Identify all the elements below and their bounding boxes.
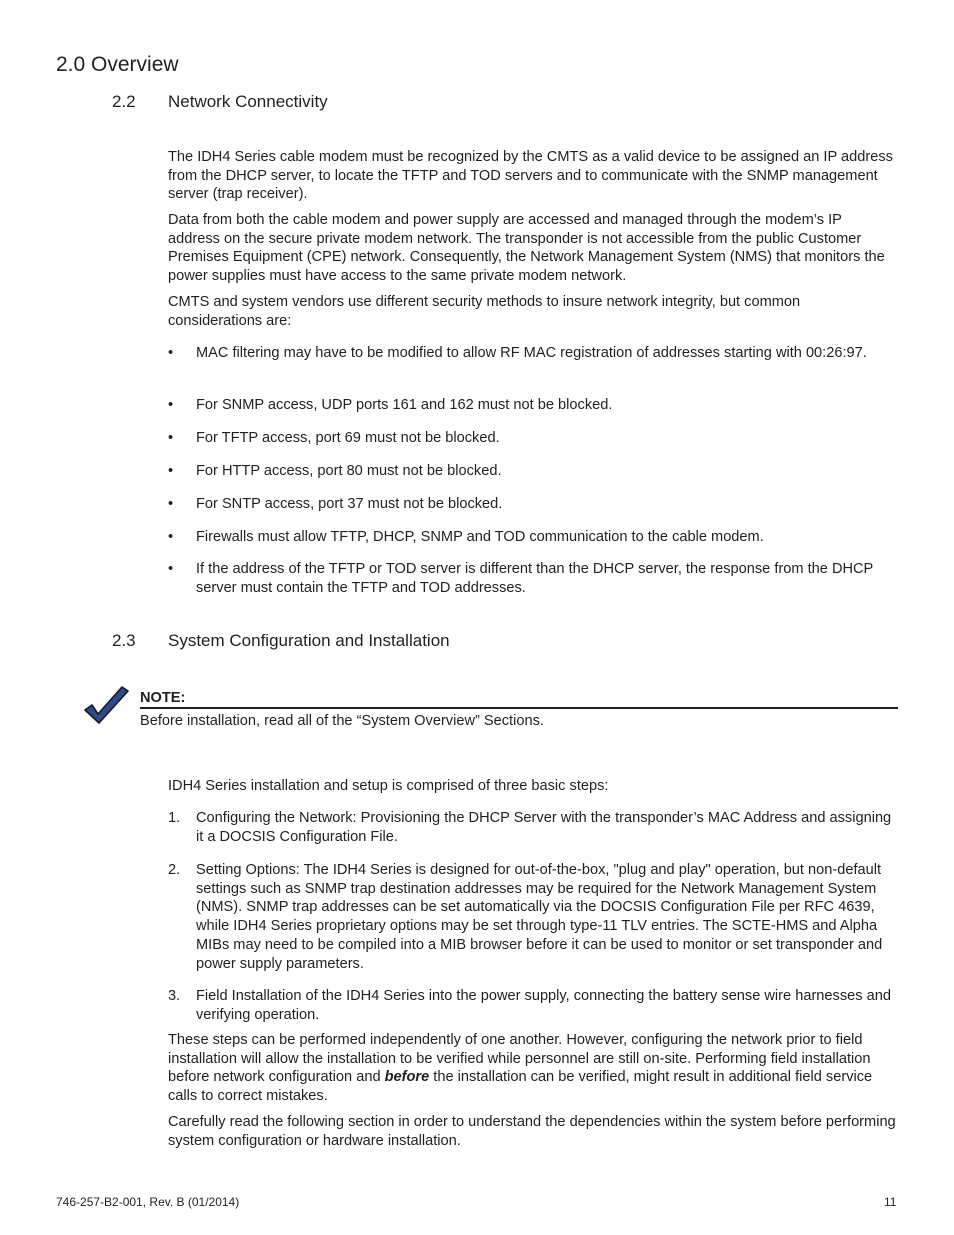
- step-number: 2.: [168, 862, 181, 878]
- bullet-mark: •: [168, 463, 174, 479]
- bullet-mark: •: [168, 345, 174, 361]
- step-item: Configuring the Network: Provisioning the DHCP Server with the transponder’s MAC Address and assigning it a DOCSIS Configuration File.: [196, 810, 892, 845]
- bullet-item: For SNTP access, port 37 must not be blocked.: [196, 496, 503, 512]
- bullet-item: For HTTP access, port 80 must not be blocked.: [196, 463, 502, 479]
- paragraph-text: the installation can be verified, might result in additional field service calls to correct mistakes.: [168, 1069, 873, 1105]
- emphasis-text: before: [384, 1069, 430, 1086]
- step-item: Field Installation of the IDH4 Series into the power supply, connecting the battery sense wire harnesses and verifying operation.: [196, 988, 891, 1023]
- section-title: System Configuration and Installation: [168, 631, 450, 650]
- paragraph: Data from both the cable modem and power supply are accessed and managed through the modem’s IP address on the secure private modem network. The transponder is not accessible from the public Customer Premises Equipment (CPE) network. Consequently, the Network Management System (NMS) that monitors the power supplies must have access to the same private modem network.: [168, 212, 885, 285]
- chapter-title: 2.0 Overview: [56, 53, 179, 76]
- page-number: 11: [884, 1195, 897, 1209]
- checkmark-icon: [82, 684, 130, 726]
- bullet-item: For SNMP access, UDP ports 161 and 162 must not be blocked.: [196, 397, 613, 413]
- section-number: 2.3: [112, 631, 136, 650]
- step-number: 1.: [168, 810, 181, 826]
- bullet-mark: •: [168, 561, 174, 577]
- bullet-item: If the address of the TFTP or TOD server is different than the DHCP server, the response from the DHCP server must contain the TFTP and TOD addresses.: [196, 561, 874, 596]
- step-item: Setting Options: The IDH4 Series is designed for out-of-the-box, "plug and play" operation, but non-default settings such as SNMP trap destination addresses may be required for the Network Management System (NMS). SNMP trap addresses can be set automatically via the DOCSIS Configuration File per RFC 4639, while IDH4 Series proprietary options may be set through type-11 TLV entries. The SCTE-HMS and Alpha MIBs may need to be compiled into a MIB browser before it can be used to monitor or set transponder and power supply parameters.: [196, 862, 883, 972]
- step-number: 3.: [168, 988, 181, 1004]
- paragraph: Carefully read the following section in order to understand the dependencies within the system before performing system configuration or hardware installation.: [168, 1114, 896, 1149]
- note-divider: [140, 707, 898, 709]
- bullet-mark: •: [168, 529, 174, 545]
- document-id: 746-257-B2-001, Rev. B (01/2014): [56, 1195, 240, 1209]
- bullet-item: For TFTP access, port 69 must not be blocked.: [196, 430, 500, 446]
- paragraph: CMTS and system vendors use different security methods to insure network integrity, but common considerations are:: [168, 294, 801, 329]
- bullet-mark: •: [168, 430, 174, 446]
- paragraph: [168, 1031, 896, 1106]
- paragraph: IDH4 Series installation and setup is comprised of three basic steps:: [168, 778, 609, 794]
- bullet-mark: •: [168, 496, 174, 512]
- bullet-item: Firewalls must allow TFTP, DHCP, SNMP and TOD communication to the cable modem.: [196, 529, 764, 545]
- paragraph-text: These steps can be performed independently of one another. However, configuring the network prior to field installation will allow the installation to be verified while personnel are still on-site. Performing field installation before network configuration and: [168, 1032, 871, 1086]
- note-label: NOTE:: [140, 690, 186, 706]
- bullet-item: MAC filtering may have to be modified to allow RF MAC registration of addresses starting with 00:26:97.: [196, 345, 867, 361]
- section-number: 2.2: [112, 92, 136, 111]
- note-text: Before installation, read all of the “System Overview” Sections.: [140, 713, 544, 729]
- bullet-mark: •: [168, 397, 174, 413]
- section-title: Network Connectivity: [168, 92, 328, 111]
- paragraph: The IDH4 Series cable modem must be recognized by the CMTS as a valid device to be assigned an IP address from the DHCP server, to locate the TFTP and TOD servers and to communicate with the SNMP management server (trap receiver).: [168, 149, 893, 203]
